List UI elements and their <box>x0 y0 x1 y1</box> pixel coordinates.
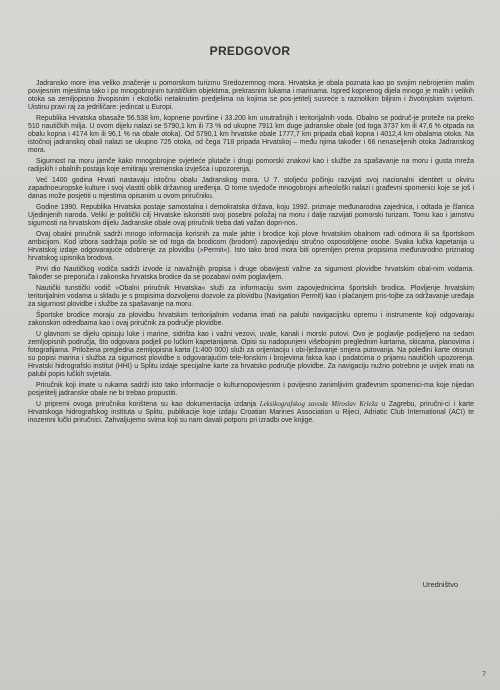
paragraph-intro: Jadransko more ima veliko značenje u pomorskom turizmu Sredozemnog mora. Hrvatska je obala poznata kao po svojim nebrojenim malim povijesnim mjestima tako i po mnogobrojnim turističkim objektima, prekrasnim lukama i marinama. Ispred kopnenog dijela mnogo je malih i velikih otoka sa zemljopisno živopisnim i ekološki netaknutim predjelima na kojima se pos-jetitelj susreće s raznolikim biljnim i životinjskim svijetom. Uistinu pravi raj za jedriličare: jedincat u Europi. <box>28 80 474 111</box>
paragraph-independence: Godine 1990. Republika Hrvatska postaje samostalna i demokratska država, koju 1992. priznaje međunarodna zajednica, i odtada je članica Ujedinjenih naroda. Veliki je politički cilj Hrvatske iskoristiti svoj posebni položaj na moru i dalje razvijati pomorski turizam. Tomu kao i jamstvu sigurnosti na hrvatskom dijelu Jadranske obale ovaj priručnik treba dati važan dopri-nos. <box>28 204 474 227</box>
paragraph-main-section: U glavnom se dijelu opisuju luke i marine, sidrišta kao i važni vezovi, uvale, kanali i morski putovi. Ovo je poglavlje podijeljeno na sedam zemljopisnih područja, što odgovara podjeli po lučkim kapetanijama. Opisi su nadopunjeni višebojnim preglednim kartama, skicama, planovima i fotografijama. Priložena pregledna zemljopisna karta (1:400 000) služi za orijentaciju i obi-lježavanje smjera putovanja. Na poleđini karte otisnuti su popisi marina i služba za sigurnost plovidbe s odgovarajućim tele-fonskim i brojevima faksa kao i podatcima o prijamu nautičkih upozorenja. Hrvatski hidrografski institut (HHI) u Splitu izdaje specijalne karte za hrvatsko područje plovidbe. Za navigaciju nužno potrebno je uvijek imati na palubi popis lučkih svjetala. <box>28 331 474 378</box>
signature: Uredništvo <box>422 580 458 589</box>
paragraph-safety: Sigurnost na moru jamče kako mnogobrojne svjetleće plutače i drugi pomorski znakovi kao i službe za spašavanje na moru i gusta mreža radijskih i obalnih postaja koje emitiraju vremenska izvješća i upozorenja. <box>28 158 474 173</box>
acknowledgements-text-a: U pripremi ovoga priručnika korištena su kao dokumentacija izdanja <box>36 401 260 408</box>
paragraph-regulations: Prvi dio Nautičkog vodiča sadrži izvode iz navažnijih propisa i druge obavijesti važne za sigurnost plovidbe hrvatskim obal-nim vodama. Također se preporuča i zakonska hrvatska brodice da se pozabavi ovim poglavljem. <box>28 266 474 281</box>
paragraph-acknowledgements <box>28 401 474 425</box>
paragraph-equipment: Športske brodice moraju za plovidbu hrvatskim teritorijalnim vodama imati na palubi navigacijsku opremu i instrumente koji odgovaraju zakonskim odredbama kao i ovaj priručnik za područje plovidbe. <box>28 312 474 327</box>
acknowledgements-text-b: u Zagrebu, priručni-ci i karte Hrvatskoga hidrografskog instituta u Splitu, publikacije koje izdaju Croatian Marines Association u Rijeci, Adriatic Club International (ACI) te inozemni lučki priručnici. Zahvaljujemo svima koji su nam davali potporu pri izradbi ove knjige. <box>28 401 475 424</box>
paragraph-history: Već 1400 godina Hrvati nastavaju istočnu obalu Jadranskog mora. U 7. stoljeću počinju razvijati svoj nacionalni identitet u okviru zapadnoeuropske kulture i svoj vlastiti oblik državnog uređenja. O tome svjedoče mnogobrojni arheološki nalazi i građevni spomenici koje se još i danas može posjetiti u mjestima opisanim u ovom priručniku. <box>28 177 474 200</box>
page-number: 7 <box>482 671 486 678</box>
preface-body <box>28 80 474 428</box>
paragraph-cultural: Priručnik koji imate u rukama sadrži isto tako informacije o kulturnopovijesnim i povijesno zanimljivim građevnim spomenici-ma koje nijedan posjetitelj jadranske obale ne bi trebao propustiti. <box>28 382 474 397</box>
paragraph-territory: Republika Hrvatska obasaže 56.538 km, kopnene površine i 33.200 km unutrašnjih i teritorijalnih voda. Obalno se područ-je proteže na preko 510 nautičkih milja. U ovom dijelu nalazi se 5790,1 km ili 73 % od ukupne 7911 km duge jadranske obale (od toga 3737 km ili 47,6 % otpada na obalu kopna i 4174 km ili 96,1 % na obale otoka). Od 5790,1 km hrvatske obale 1777,7 km pripada obali kopna i 4012,4 km obalama otoka. Na istočnoj jadranskoj obali nalazi se ukupno 725 otoka, od čega 718 pripada Hrvatskoj – među njima također i 66 nenaseljenih otoka Jadranskog mora. <box>28 115 474 154</box>
acknowledgements-publisher-italic: Leksikografskog zavoda Miroslav Krleža <box>259 401 378 408</box>
paragraph-handbook-info: Ovaj obalni priručnik sadrži mnogo informacija korisnih za male jahte i brodice koji plove hrvatskim obalnom radi odmora ili sa športskom ambicijom. Kod izbora sadržaja pošlo se od toga da brodicom (brodom) zapovijedaju stručno osposobljene osobe. Svaka lučka kapetanija u Hrvatskoj izdaje odgovarajuće odobrenje za plovidbu (»Permit«). Isto tako brod mora biti opremljen prema propisima međunarodno priznatog hrvatskog upisnika brodova. <box>28 231 474 262</box>
paragraph-navigation-permit: Nautički turistički vodič »Obalni priručnik Hrvatska« služi za informaciju svim zapovjednicima športskih brodica. Plovljenje hrvatskim teritorijalnim vodama u skladu je s propisima dozvoljeno dozvole za plovidbu (Navigation Permit) kao i plaćanjem pris-tojbe za održavanje uređaja za sigurnost plovidbe i službe za spašavanje na moru. <box>28 285 474 308</box>
page-title: PREDGOVOR <box>209 44 291 58</box>
